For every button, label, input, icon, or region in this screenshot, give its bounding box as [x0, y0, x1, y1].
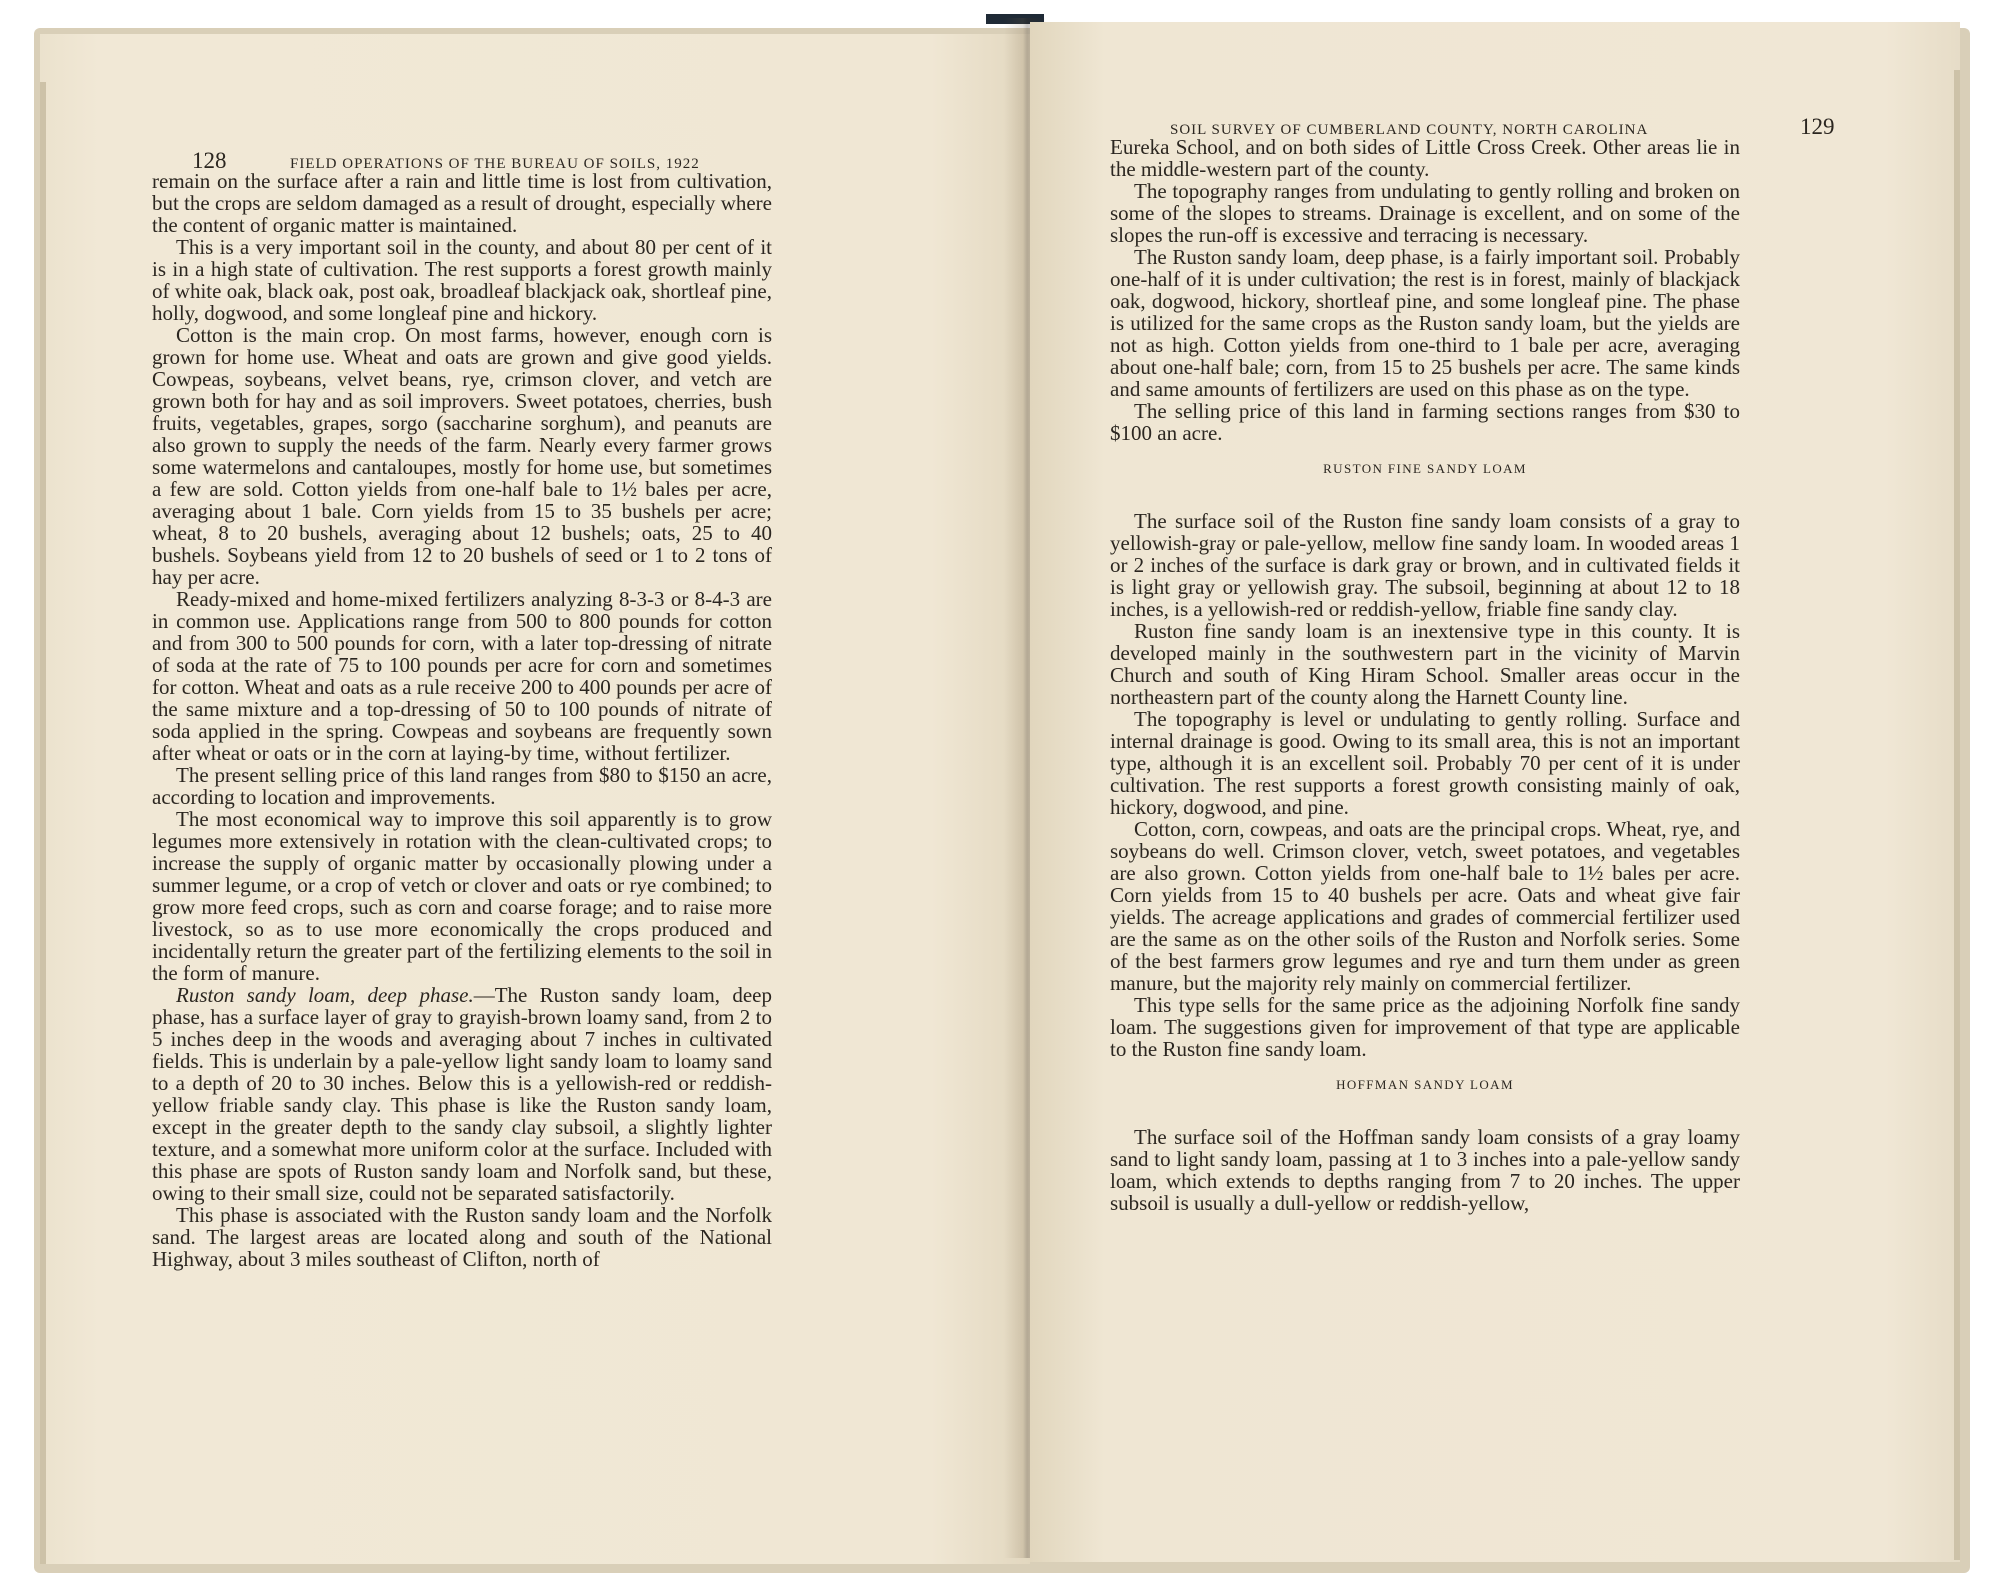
paragraph: The selling price of this land in farming sections ranges from $30 to $100 an acre. — [1110, 399, 1740, 445]
paragraph: The topography is level or undulating to gently rolling. Surface and internal drainage is good. Owing to its small area, this is not an important type, although it is an excellent soil. Probably 70 per cent of it is under cultivation. The rest supports a forest growth consisting mainly of oak, hickory, dogwood, and pine. — [1110, 707, 1740, 819]
section-title: HOFFMAN SANDY LOAM — [1336, 1077, 1514, 1092]
paragraph: Eureka School, and on both sides of Little Cross Creek. Other areas lie in the middle-western part of the county. — [1110, 135, 1740, 181]
paragraph: The topography ranges from undulating to gently rolling and broken on some of the slopes to streams. Drainage is excellent, and on some of the slopes the run-off is excessive and terracing is necessary. — [1110, 179, 1740, 247]
paragraph: The Ruston sandy loam, deep phase, is a fairly important soil. Probably one-half of it is under cultivation; the rest is in forest, mainly of blackjack oak, dogwood, hickory, shortleaf pine, and some longleaf pine. The phase is utilized for the same crops as the Ruston sandy loam, but the yields are not as high. Cotton yields from one-third to 1 bale per acre, averaging about one-half bale; corn, from 15 to 25 bushels per acre. The same kinds and same amounts of fertilizers are used on this phase as on the type. — [1110, 245, 1740, 401]
paragraph: The surface soil of the Hoffman sandy loam consists of a gray loamy sand to light sandy loam, passing at 1 to 3 inches into a pale-yellow sandy loam, which extends to depths ranging from 7 to 20 inches. The upper subsoil is usually a dull-yellow or reddish-yellow, — [1110, 1125, 1740, 1215]
section-title: RUSTON FINE SANDY LOAM — [1323, 461, 1527, 476]
phase-paragraph — [152, 984, 772, 1204]
paragraph: This type sells for the same price as the adjoining Norfolk fine sandy loam. The suggestions given for improvement of that type are applicable to the Ruston fine sandy loam. — [1110, 993, 1740, 1061]
running-head-left: FIELD OPERATIONS OF THE BUREAU OF SOILS, 1922 — [290, 156, 700, 172]
phase-text: —The Ruston sandy loam, deep phase, has a surface layer of gray to grayish-brown loamy sand, from 2 to 5 inches deep in the woods and averaging about 7 inches in cultivated fields. This is underlain by a pale-yellow light sandy loam to loamy sand to a depth of 20 to 30 inches. Below this is a yellowish-red or reddish-yellow friable sandy clay. This phase is like the Ruston sandy loam, except in the greater depth to the sandy clay subsoil, a slightly lighter texture, and a somewhat more uniform color at the surface. Included with this phase are spots of Ruston sandy loam and Norfolk sand, but these, owing to their small size, could not be separated satisfactorily. — [152, 983, 772, 1205]
paragraph: This phase is associated with the Ruston sandy loam and the Norfolk sand. The largest areas are located along and south of the National Highway, about 3 miles southeast of Clifton, north of — [152, 1203, 772, 1271]
page-number-left: 128 — [192, 148, 227, 173]
paragraph: The surface soil of the Ruston fine sandy loam consists of a gray to yellowish-gray or pale-yellow, mellow fine sandy loam. In wooded areas 1 or 2 inches of the surface is dark gray or brown, and in cultivated fields it is light gray or yellowish gray. The subsoil, beginning at about 12 to 18 inches, is a yellowish-red or reddish-yellow, friable fine sandy clay. — [1110, 509, 1740, 621]
page-edge — [40, 82, 46, 1564]
paragraph: The present selling price of this land ranges from $80 to $150 an acre, according to location and improvements. — [152, 763, 772, 809]
paragraph: Cotton is the main crop. On most farms, however, enough corn is grown for home use. Wheat and oats are grown and give good yields. Cowpeas, soybeans, velvet beans, rye, crimson clover, and vetch are grown both for hay and as soil improvers. Sweet potatoes, cherries, bush fruits, vegetables, grapes, sorgo (saccharine sorghum), and peanuts are also grown to supply the needs of the farm. Nearly every farmer grows some watermelons and cantaloupes, mostly for home use, but sometimes a few are sold. Cotton yields from one-half bale to 1½ bales per acre, averaging about 1 bale. Corn yields from 15 to 35 bushels per acre; wheat, 8 to 20 bushels, averaging about 12 bushels; oats, 25 to 40 bushels. Soybeans yield from 12 to 20 bushels of seed or 1 to 2 tons of hay per acre. — [152, 323, 772, 589]
paragraph: remain on the surface after a rain and little time is lost from cultivation, but the crops are seldom damaged as a result of drought, especially where the content of organic matter is maintained. — [152, 169, 772, 237]
paragraph: The most economical way to improve this soil apparently is to grow legumes more extensively in rotation with the clean-cultivated crops; to increase the supply of organic matter by occasionally plowing under a summer legume, or a crop of vetch or clover and oats or rye combined; to grow more feed crops, such as corn and coarse forage; and to raise more livestock, so as to use more economically the crops produced and incidentally return the greater part of the fertilizing elements to the soil in the form of manure. — [152, 807, 772, 985]
page-edge — [1954, 70, 1960, 1560]
paragraph: Ruston fine sandy loam is an inextensive type in this county. It is developed mainly in the southwestern part in the vicinity of Marvin Church and south of King Hiram School. Smaller areas occur in the northeastern part of the county along the Harnett County line. — [1110, 619, 1740, 709]
right-page-body — [1110, 136, 1740, 1214]
paragraph: This is a very important soil in the county, and about 80 per cent of it is in a high state of cultivation. The rest supports a forest growth mainly of white oak, black oak, post oak, broadleaf blackjack oak, shortleaf pine, holly, dogwood, and some longleaf pine and hickory. — [152, 235, 772, 325]
right-page — [1030, 22, 1960, 1562]
phase-heading: Ruston sandy loam, deep phase. — [176, 983, 474, 1007]
paragraph: Ready-mixed and home-mixed fertilizers analyzing 8-3-3 or 8-4-3 are in common use. Applications range from 500 to 800 pounds for cotton and from 300 to 500 pounds for corn, with a later top-dressing of nitrate of soda at the rate of 75 to 100 pounds per acre for corn and sometimes for cotton. Wheat and oats as a rule receive 200 to 400 pounds per acre of the same mixture and a top-dressing of 50 to 100 pounds of nitrate of soda applied in the spring. Cowpeas and soybeans are frequently sown after wheat or oats or in the corn at laying-by time, without fertilizer. — [152, 587, 772, 765]
left-page — [40, 34, 1030, 1564]
running-head-right: SOIL SURVEY OF CUMBERLAND COUNTY, NORTH CAROLINA — [1170, 122, 1649, 138]
paragraph: Cotton, corn, cowpeas, and oats are the principal crops. Wheat, rye, and soybeans do well. Crimson clover, vetch, sweet potatoes, and vegetables are also grown. Cotton yields from one-half bale to 1½ bales per acre. Corn yields from 15 to 40 bushels per acre. Oats and wheat give fair yields. The acreage applications and grades of commercial fertilizer used are the same as on the other soils of the Ruston and Norfolk series. Some of the best farmers grow legumes and rye and turn them under as green manure, but the majority rely mainly on commercial fertilizer. — [1110, 817, 1740, 995]
left-page-body — [152, 170, 772, 1270]
page-number-right: 129 — [1800, 114, 1835, 139]
